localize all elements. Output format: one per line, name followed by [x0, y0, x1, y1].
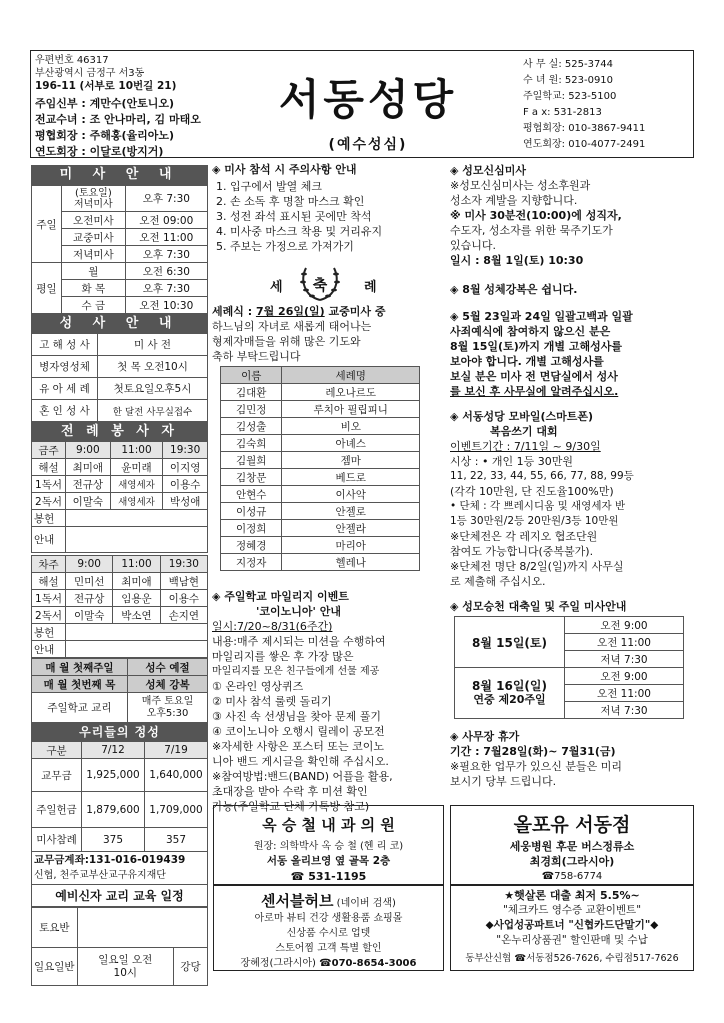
clinic-line: 원장: 의학박사 옥 승 철 (헨 리 코) — [253, 841, 404, 852]
mobile-app-subtitle: 복음쓰기 대회 — [490, 425, 558, 438]
server-cell: 이말숙 — [66, 493, 111, 510]
finance-header: 우리들의 정성 — [31, 723, 208, 741]
sacrament-value: 미 사 전 — [98, 334, 208, 356]
sunday-school-line: ③ 사진 속 선생님을 찾아 문제 풀기 — [212, 710, 381, 723]
server-cell: 윤미래 — [110, 459, 163, 476]
servers-header: 전 례 봉 사 자 — [31, 422, 208, 441]
laurel-icon — [298, 262, 342, 304]
finance-cell: 주일헌금 — [32, 792, 82, 828]
sunday-school-subtitle: '코이노니아' 안내 — [256, 605, 341, 618]
ad-herb — [213, 885, 444, 971]
server-cell: 임용운 — [113, 590, 160, 607]
role-sisters: 전교수녀 : 조 안나마리, 김 마태오 — [35, 113, 201, 126]
finance-col: 7/19 — [145, 742, 208, 759]
server-cell: 새영세자 — [110, 493, 163, 510]
finance-cell: 교무금 — [32, 759, 82, 792]
mass-notice-item: 2. 손 소독 후 명찰 마스크 확인 — [216, 195, 365, 208]
masthead — [30, 50, 694, 158]
mass-notice-list — [212, 179, 444, 254]
mass-weekday-label: 평일 — [32, 263, 62, 314]
mass-notice-item: 4. 미사중 마스크 착용 및 거리유지 — [216, 225, 383, 238]
server-cell: 이용수 — [163, 476, 208, 493]
bank-line: "온누리상품권" 할인판매 및 수납 — [496, 934, 648, 946]
baptism-saint: 베드로 — [282, 469, 420, 486]
server-cell: 최미애 — [66, 459, 111, 476]
mass-notice-item: 1. 입구에서 발열 체크 — [216, 180, 322, 193]
confession-line: 를 보신 후 사무실에 알려주십시오. — [450, 385, 619, 398]
clinic-phone: ☎ 531-1195 — [290, 870, 367, 883]
assumption-time: 저녁 7:30 — [565, 651, 684, 668]
baptism-name: 김숙희 — [221, 435, 282, 452]
baptism-col: 이름 — [221, 367, 282, 384]
finance-cell: 1,925,000 — [82, 759, 145, 792]
sacrament-name: 고 해 성 사 — [32, 334, 98, 356]
server-cell: 이지영 — [163, 459, 208, 476]
parish-subtitle: (예수성심) — [328, 137, 408, 153]
servers-week1-table — [31, 441, 208, 553]
sacrament-name: 병자영성체 — [32, 356, 98, 378]
contact-fax: F a x: 531-2813 — [523, 107, 602, 118]
baptism-date: 세례식 : 7월 26일(일) 교중미사 중 — [212, 305, 386, 318]
mass-day: 수 금 — [62, 297, 126, 314]
baptism-saint: 루치아 필립피니 — [282, 401, 420, 418]
server-cell: 최미애 — [113, 573, 160, 590]
baptism-saint: 레오나르도 — [282, 384, 420, 401]
catechumen-cell: 토요반 — [32, 908, 78, 948]
vacation-line: 기간 : 7월28일(화)~ 7월31(금) — [450, 745, 616, 758]
finance-cell: 1,709,000 — [145, 792, 208, 828]
pharmacy-line: 최경희(그라시아) — [529, 855, 615, 868]
baptism-saint: 마리아 — [282, 537, 420, 554]
sunday-school-line: 초대장을 받아 수락 후 미션 확인 — [212, 785, 368, 798]
account-bank: 신협, 천주교부산교구유지재단 — [34, 870, 166, 881]
server-cell — [66, 510, 208, 527]
right-column — [450, 163, 694, 789]
mass-day: 월 — [62, 263, 126, 280]
confession-line: 사죄예식에 참여하지 않으신 분은 — [450, 325, 611, 338]
left-column — [31, 165, 208, 986]
baptism-saint: 젬마 — [282, 452, 420, 469]
servers-week2-table — [31, 555, 208, 658]
baptism-saint: 헬레나 — [282, 554, 420, 571]
assumption-time: 오전 9:00 — [565, 617, 684, 634]
server-cell: 박성애 — [163, 493, 208, 510]
catechumen-cell: 일요일 오전 10시 — [77, 948, 173, 986]
sacrament-name: 혼 인 성 사 — [32, 400, 98, 422]
server-cell: 박소연 — [113, 607, 160, 624]
server-cell: 손지연 — [160, 607, 207, 624]
finance-cell: 미사참례 — [32, 828, 82, 852]
sunday-school-line: ① 온라인 영상퀴즈 — [212, 680, 304, 693]
confession-notice — [450, 309, 694, 399]
catechumen-cell — [77, 908, 207, 948]
sunday-school-body — [212, 619, 444, 814]
mobile-app-line: ※단체전은 각 레지오 협조단원 — [450, 530, 598, 543]
monthly-label: 매 월 첫번째 목 — [32, 676, 128, 693]
monthly-table — [31, 658, 208, 723]
middle-column — [212, 162, 444, 814]
sacrament-header: 성 사 안 내 — [31, 314, 208, 333]
mass-header: 미 사 안 내 — [31, 165, 208, 185]
baptism-center-char: 축 — [312, 276, 328, 294]
mass-time: 오후 7:30 — [125, 280, 207, 297]
assumption-title: ◈ 성모승천 대축일 및 주일 미사안내 — [450, 600, 627, 613]
sacred-heart-title: ◈ 성모신심미사 — [450, 164, 527, 177]
mass-time: 오전 6:30 — [125, 263, 207, 280]
contact-convent: 수 녀 원: 523-0910 — [523, 75, 614, 86]
herb-line: 아로마 뷰티 건강 생활용품 쇼핑몰 — [254, 913, 403, 924]
mobile-app-line: 로 제출해 주십시오. — [450, 575, 546, 588]
baptism-name: 김성출 — [221, 418, 282, 435]
sacrament-value: 첫토요일오후5시 — [98, 378, 208, 400]
finance-cell: 375 — [82, 828, 145, 852]
adoration-notice: ◈ 8월 성체강복은 쉽니다. — [450, 283, 578, 296]
server-cell: 2독서 — [32, 607, 66, 624]
assumption-time: 오전 11:00 — [565, 685, 684, 702]
server-cell: 11:00 — [113, 556, 160, 573]
server-cell: 백남현 — [160, 573, 207, 590]
sunday-school-line: ※참여방법:밴드(BAND) 어플을 활용, — [212, 770, 393, 783]
bank-line: ★햇살론 대출 최저 5.5%~ — [504, 889, 640, 902]
bank-footer: 동부산신협 ☎서동점526-7626, 수림점517-7626 — [465, 953, 679, 964]
assumption-table — [454, 616, 684, 719]
finance-table — [31, 741, 208, 852]
pharmacy-line: 세웅병원 후문 버스정류소 — [509, 840, 635, 853]
server-cell — [66, 641, 208, 658]
assumption-day: 8월 15일(토) — [455, 617, 565, 668]
herb-contact: 장혜정(그라시아) ☎070-8654-3006 — [240, 958, 417, 969]
server-cell: 전규상 — [66, 476, 111, 493]
baptism-body: 형제자매들을 위해 많은 기도와 — [212, 335, 361, 348]
ad-pharmacy — [450, 805, 694, 885]
baptism-name: 안현수 — [221, 486, 282, 503]
mass-name: (토요일) 저녁미사 — [62, 186, 126, 212]
sacred-heart-line: 있습니다. — [450, 239, 497, 252]
herb-title: 센서블허브 (네이버 검색) — [261, 892, 396, 910]
mass-name: 오전미사 — [62, 212, 126, 229]
catechumen-table — [31, 907, 208, 986]
sunday-school-line: ※자세한 사항은 포스터 또는 코이노 — [212, 740, 384, 753]
mobile-app-line: 이벤트기간 : 7/11일 ~ 9/30일 — [450, 440, 601, 453]
mass-table — [31, 185, 208, 314]
sacred-heart-line: ※성모신심미사는 성소후원과 — [450, 179, 591, 192]
role-council: 평협회장 : 주해홍(율리아노) — [35, 129, 175, 142]
contact-list — [523, 57, 693, 153]
mass-time: 오전 11:00 — [125, 229, 207, 246]
baptism-name: 김월희 — [221, 452, 282, 469]
server-cell: 2독서 — [32, 493, 66, 510]
server-cell — [66, 527, 208, 553]
baptism-body: 축하 부탁드립니다 — [212, 350, 301, 363]
server-cell: 봉헌 — [32, 510, 66, 527]
mobile-app-notice — [450, 409, 694, 589]
finance-col: 7/12 — [82, 742, 145, 759]
server-cell: 안내 — [32, 641, 66, 658]
server-cell: 1독서 — [32, 590, 66, 607]
sacrament-value: 첫 목 오전10시 — [98, 356, 208, 378]
clinic-line: 서동 올리브영 옆 골목 2층 — [266, 855, 391, 867]
baptism-saint: 안젤로 — [282, 503, 420, 520]
sacred-heart-line: 성소자 계발을 지향합니다. — [450, 194, 578, 207]
server-cell: 안내 — [32, 527, 66, 553]
sacred-heart-line: 수도자, 성소자를 위한 묵주기도가 — [450, 224, 613, 237]
pharmacy-name: 올포유 서동점 — [513, 814, 631, 836]
sacred-heart-date: 일시 : 8월 1일(토) 10:30 — [450, 254, 584, 267]
server-cell: 전규상 — [66, 590, 113, 607]
finance-account — [31, 852, 208, 885]
mobile-app-line: 1등 30만원/2등 20만원/3등 10만원 — [450, 515, 619, 527]
catechumen-cell: 강당 — [174, 948, 208, 986]
address-line-2: 196-11 (서부로 10번길 21) — [35, 80, 177, 92]
server-cell: 민미선 — [66, 573, 113, 590]
clinic-name: 옥 승 철 내 과 의 원 — [262, 816, 395, 834]
baptism-saint: 이사악 — [282, 486, 420, 503]
mass-sunday-label: 주일 — [32, 186, 62, 263]
bank-line: ◆사업성공파트너 "신협카드단말기"◆ — [485, 919, 659, 931]
sacred-heart-line: ※ 미사 30분전(10:00)에 성직자, — [450, 209, 622, 222]
mobile-app-title: ◈ 서동성당 모바일(스마트폰) — [450, 410, 594, 423]
server-cell: 차주 — [32, 556, 66, 573]
mass-notice-item: 3. 성전 좌석 표시된 곳에만 착석 — [216, 210, 372, 223]
monthly-label: 주일학교 교리 — [32, 693, 128, 723]
assumption-day: 8월 16일(일) 연중 제20주일 — [455, 668, 565, 719]
sunday-school-line: 니아 밴드 게시글을 확인해 주십시오. — [212, 755, 389, 768]
mass-time: 오후 7:30 — [125, 186, 207, 212]
ad-bank — [450, 885, 694, 971]
mass-day: 화 목 — [62, 280, 126, 297]
baptism-left-char: 세 — [270, 280, 283, 295]
sunday-school-line: 내용:매주 제시되는 미션을 수행하여 — [212, 635, 386, 648]
vacation-title: ◈ 사무장 휴가 — [450, 730, 520, 743]
baptism-saint: 안젤라 — [282, 520, 420, 537]
finance-cell: 1,879,600 — [82, 792, 145, 828]
server-cell — [66, 624, 208, 641]
herb-line: 신상품 수시로 업뎃 — [286, 928, 371, 939]
assumption-time: 저녁 7:30 — [565, 702, 684, 719]
mass-time: 오후 7:30 — [125, 246, 207, 263]
sunday-school-line: 마일리지를 쌓은 후 가장 많은 — [212, 650, 354, 663]
baptism-right-char: 례 — [364, 280, 377, 295]
mass-name: 교중미사 — [62, 229, 126, 246]
mobile-app-line: 시상 : • 개인 1등 30만원 — [450, 455, 574, 468]
mass-notice-title: ◈ 미사 참석 시 주의사항 안내 — [212, 163, 357, 176]
confession-line: 8월 15일(토)까지 개별 고해성사를 — [450, 340, 623, 353]
sunday-school-line: ④ 코이노니아 오행시 릴레이 공모전 — [212, 725, 385, 738]
assumption-time: 오전 11:00 — [565, 634, 684, 651]
finance-cell: 1,640,000 — [145, 759, 208, 792]
server-cell: 19:30 — [160, 556, 207, 573]
contact-yeondo: 연도회장: 010-4077-2491 — [523, 139, 646, 150]
mass-name: 저녁미사 — [62, 246, 126, 263]
mobile-app-line: • 단체 : 각 쁘레시디움 및 새영세자 반 — [450, 500, 626, 512]
sacrament-value: 한 달전 사무실접수 — [98, 400, 208, 422]
server-cell: 금주 — [32, 442, 66, 459]
role-yeondo: 연도회장 : 이달로(방지거) — [35, 145, 164, 158]
role-pastor: 주임신부 : 계만수(안토니오) — [35, 97, 175, 110]
server-cell: 이용수 — [160, 590, 207, 607]
mass-time: 오전 10:30 — [125, 297, 207, 314]
mass-notice-item: 5. 주보는 가정으로 가져가기 — [216, 240, 354, 253]
assumption-time: 오전 9:00 — [565, 668, 684, 685]
catechumen-header: 예비신자 교리 교육 일정 — [31, 885, 208, 907]
finance-cell: 357 — [145, 828, 208, 852]
baptism-name: 정혜경 — [221, 537, 282, 554]
sacrament-table — [31, 333, 208, 422]
role-list — [35, 96, 255, 159]
server-cell: 해설 — [32, 573, 66, 590]
baptism-body: 하느님의 자녀로 새롭게 태어나는 — [212, 320, 372, 333]
vacation-line: 보시기 당부 드립니다. — [450, 775, 557, 788]
baptism-saint: 비오 — [282, 418, 420, 435]
account-number: 교무금계좌:131-016-019439 — [34, 854, 186, 866]
sunday-school-line: 가능(주일학교 단체 카톡방 참고) — [212, 800, 370, 813]
monthly-value: 성수 예절 — [128, 659, 208, 676]
mass-time: 오전 09:00 — [125, 212, 207, 229]
server-cell: 9:00 — [66, 556, 113, 573]
finance-col: 구분 — [32, 742, 82, 759]
baptism-name: 김창문 — [221, 469, 282, 486]
server-cell: 이말숙 — [66, 607, 113, 624]
mobile-app-line: 11, 22, 33, 44, 55, 66, 77, 88, 99등 — [450, 470, 634, 482]
parish-title: 서동성당 — [278, 75, 458, 124]
confession-line: 보실 분은 미사 전 면담실에서 성사 — [450, 370, 618, 383]
contact-council: 평협회장: 010-3867-9411 — [523, 123, 646, 134]
ad-clinic — [213, 805, 444, 885]
baptism-table — [220, 366, 420, 571]
server-cell: 19:30 — [163, 442, 208, 459]
sunday-school-line: 마일리지를 모은 친구들에게 선물 제공 — [212, 666, 380, 677]
baptism-saint: 아녜스 — [282, 435, 420, 452]
postal-code: 우편번호 46317 — [35, 55, 109, 66]
vacation-line: ※필요한 업무가 있으신 분들은 미리 — [450, 760, 622, 773]
monthly-value: 매주 토요일 오후5:30 — [128, 693, 208, 723]
baptism-banner — [212, 260, 444, 304]
baptism-name: 김대환 — [221, 384, 282, 401]
confession-line: 보아야 합니다. 개별 고해성사를 — [450, 355, 604, 368]
sunday-school-line: ② 미사 참석 룰렛 돌리기 — [212, 695, 332, 708]
pharmacy-phone: ☎758-6774 — [541, 871, 603, 882]
server-cell: 새영세자 — [110, 476, 163, 493]
sunday-school-title: ◈ 주일학교 마일리지 이벤트 — [212, 590, 349, 603]
mobile-app-line: (각각 10만원, 단 진도율100%만) — [450, 485, 614, 498]
monthly-value: 성체 강복 — [128, 676, 208, 693]
sacrament-name: 유 아 세 례 — [32, 378, 98, 400]
baptism-col: 세례명 — [282, 367, 420, 384]
confession-line: ◈ 5월 23일과 24일 일괄고백과 일괄 — [450, 310, 633, 323]
monthly-label: 매 월 첫째주일 — [32, 659, 128, 676]
baptism-name: 김민정 — [221, 401, 282, 418]
server-cell: 11:00 — [110, 442, 163, 459]
mobile-app-line: ※단체전 명단 8/2일(일)까지 사무실 — [450, 560, 624, 573]
contact-office: 사 무 실: 525-3744 — [523, 59, 614, 70]
address-line-1: 부산광역시 금정구 서3동 — [35, 68, 145, 79]
server-cell: 9:00 — [66, 442, 111, 459]
sunday-school-line: 일시:7/20~8/31(6주간) — [212, 620, 333, 633]
server-cell: 1독서 — [32, 476, 66, 493]
herb-line: 스토어찜 고객 특별 할인 — [275, 943, 382, 954]
mobile-app-line: 참여도 가능합니다(중복불가). — [450, 545, 594, 558]
server-cell: 봉헌 — [32, 624, 66, 641]
baptism-name: 이정희 — [221, 520, 282, 537]
catechumen-cell: 일요일반 — [32, 948, 78, 986]
server-cell: 해설 — [32, 459, 66, 476]
bank-line: "체크카드 영수증 교환이벤트" — [502, 904, 642, 916]
contact-sunday-school: 주일학교: 523-5100 — [523, 91, 617, 102]
baptism-name: 이성규 — [221, 503, 282, 520]
baptism-name: 지정자 — [221, 554, 282, 571]
